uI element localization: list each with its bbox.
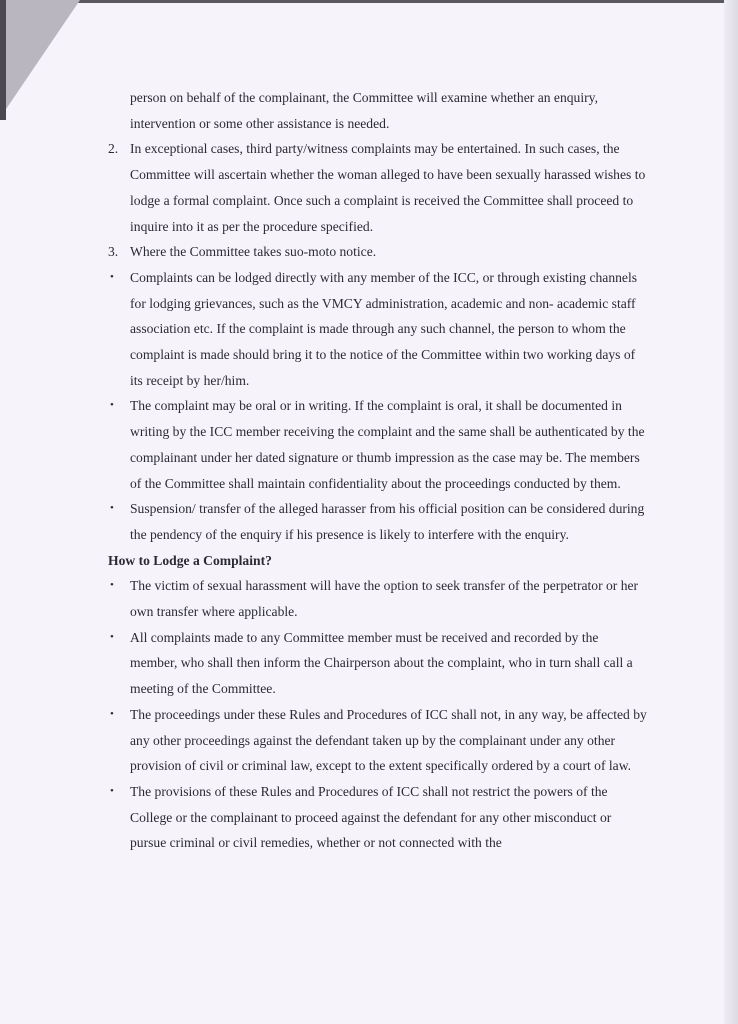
bullet-icon: • [110, 502, 114, 515]
bullet-icon: • [110, 579, 114, 592]
bullet-icon: • [110, 630, 114, 643]
bullet-item [108, 625, 648, 702]
bullet-text: The victim of sexual harassment will have the option to seek transfer of the perpetrator or her own transfer where applicable. [130, 578, 639, 620]
bullet-icon: • [110, 270, 114, 283]
bullet-text: The complaint may be oral or in writing. If the complaint is oral, it shall be documented in writing by the ICC member receiving the complaint and the same shall be authenticated by the complainant under her dated signature or thumb impression as the case may be. The members of the Committee shall maintain confidentiality about the proceedings conducted by them. [130, 398, 645, 491]
section-heading: How to Lodge a Complaint? [108, 552, 272, 568]
bullet-item [108, 573, 648, 624]
bullet-item [108, 779, 648, 856]
scanner-edge [0, 0, 738, 3]
bullet-item [108, 702, 648, 779]
bullet-icon: • [110, 399, 114, 412]
item-text: Where the Committee takes suo-moto notice. [130, 244, 377, 260]
item-number: 2. [108, 141, 119, 157]
document-body [108, 85, 648, 856]
bullet-text: Suspension/ transfer of the alleged harasser from his official position can be considered during the pendency of the enquiry if his presence is likely to interfere with the enquiry. [130, 501, 645, 542]
bullet-icon: • [110, 707, 114, 720]
bullet-text: The provisions of these Rules and Procedures of ICC shall not restrict the powers of the College or the complainant to proceed against the defendant for any other misconduct or pursue criminal or civil remedies, whether or not connected with the [130, 783, 612, 851]
numbered-item [108, 239, 648, 265]
bullet-text: The proceedings under these Rules and Procedures of ICC shall not, in any way, be affected by any other proceedings against the defendant taken up by the complainant under any other provision of civil or criminal law, except to the extent specifically ordered by a court of law. [130, 706, 647, 774]
bullet-icon: • [110, 784, 114, 797]
continuation-paragraph: person on behalf of the complainant, the Committee will examine whether an enquiry, intervention or some other assistance is needed. [130, 90, 598, 131]
numbered-item [108, 136, 648, 239]
scanner-shadow [0, 0, 6, 120]
bullet-text: Complaints can be lodged directly with any member of the ICC, or through existing channels for lodging grievances, such as the VMCY administration, academic and non- academic staff association etc. If the complaint is made through any such channel, the person to whom the complaint is made should bring it to the notice of the Committee within two working days of its receipt by her/him. [130, 269, 638, 388]
bullet-item [108, 496, 648, 547]
item-number: 3. [108, 244, 119, 260]
folded-corner [0, 0, 80, 118]
item-text: In exceptional cases, third party/witness complaints may be entertained. In such cases, the Committee will ascertain whether the woman alleged to have been sexually harassed wishes to lodge a formal complaint. Once such a complaint is received the Committee shall proceed to inquire into it as per the procedure specified. [130, 141, 646, 234]
bullet-item [108, 393, 648, 496]
bullet-text: All complaints made to any Committee member must be received and recorded by the member, who shall then inform the Chairperson about the complaint, who in turn shall call a meeting of the Committee. [130, 629, 633, 697]
bullet-item [108, 265, 648, 394]
page-edge [724, 0, 738, 1024]
